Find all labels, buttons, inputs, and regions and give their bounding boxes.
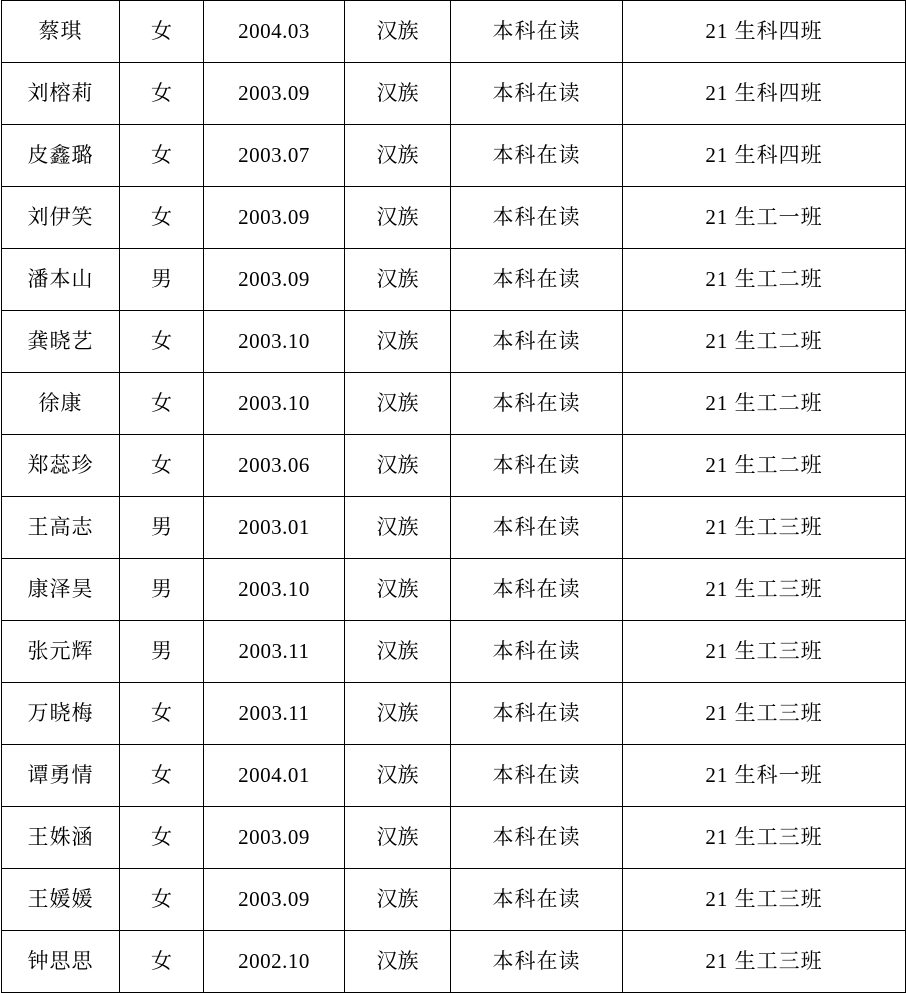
cell-class: 21 生工三班 (623, 621, 906, 683)
cell-education: 本科在读 (451, 683, 623, 745)
cell-education: 本科在读 (451, 187, 623, 249)
table-row (2, 1, 906, 63)
cell-education: 本科在读 (451, 745, 623, 807)
cell-class: 21 生科四班 (623, 125, 906, 187)
cell-birth: 2003.09 (204, 807, 345, 869)
cell-birth: 2003.09 (204, 187, 345, 249)
cell-education: 本科在读 (451, 435, 623, 497)
cell-name: 郑蕊珍 (2, 435, 120, 497)
cell-education: 本科在读 (451, 125, 623, 187)
cell-class: 21 生工三班 (623, 497, 906, 559)
cell-class: 21 生工二班 (623, 249, 906, 311)
cell-name: 刘伊笑 (2, 187, 120, 249)
cell-name: 徐康 (2, 373, 120, 435)
cell-birth: 2003.10 (204, 373, 345, 435)
cell-education: 本科在读 (451, 621, 623, 683)
cell-name: 刘榕莉 (2, 63, 120, 125)
cell-sex: 女 (120, 683, 204, 745)
table-row (2, 621, 906, 683)
cell-sex: 男 (120, 621, 204, 683)
cell-ethnicity: 汉族 (345, 435, 451, 497)
cell-education: 本科在读 (451, 559, 623, 621)
cell-ethnicity: 汉族 (345, 373, 451, 435)
table-row (2, 311, 906, 373)
cell-name: 蔡琪 (2, 1, 120, 63)
table-row (2, 559, 906, 621)
cell-sex: 女 (120, 745, 204, 807)
cell-birth: 2003.10 (204, 559, 345, 621)
table-row (2, 435, 906, 497)
table-row (2, 807, 906, 869)
table-row (2, 63, 906, 125)
cell-birth: 2003.01 (204, 497, 345, 559)
cell-birth: 2003.07 (204, 125, 345, 187)
cell-sex: 女 (120, 807, 204, 869)
cell-sex: 女 (120, 125, 204, 187)
cell-class: 21 生科四班 (623, 1, 906, 63)
table-row (2, 497, 906, 559)
cell-name: 皮鑫璐 (2, 125, 120, 187)
cell-name: 潘本山 (2, 249, 120, 311)
cell-sex: 女 (120, 63, 204, 125)
cell-class: 21 生工三班 (623, 559, 906, 621)
cell-sex: 女 (120, 373, 204, 435)
table-row (2, 187, 906, 249)
cell-name: 康泽昊 (2, 559, 120, 621)
cell-ethnicity: 汉族 (345, 187, 451, 249)
cell-class: 21 生科一班 (623, 745, 906, 807)
cell-birth: 2003.06 (204, 435, 345, 497)
cell-class: 21 生工二班 (623, 311, 906, 373)
cell-ethnicity: 汉族 (345, 249, 451, 311)
table-row (2, 931, 906, 993)
table-row (2, 683, 906, 745)
cell-ethnicity: 汉族 (345, 1, 451, 63)
cell-ethnicity: 汉族 (345, 683, 451, 745)
student-roster-table (1, 0, 906, 993)
cell-ethnicity: 汉族 (345, 497, 451, 559)
cell-sex: 女 (120, 869, 204, 931)
cell-name: 谭勇情 (2, 745, 120, 807)
cell-birth: 2003.09 (204, 63, 345, 125)
cell-education: 本科在读 (451, 869, 623, 931)
cell-ethnicity: 汉族 (345, 559, 451, 621)
cell-ethnicity: 汉族 (345, 931, 451, 993)
cell-name: 王媛媛 (2, 869, 120, 931)
table-row (2, 125, 906, 187)
cell-education: 本科在读 (451, 807, 623, 869)
cell-birth: 2004.01 (204, 745, 345, 807)
cell-name: 钟思思 (2, 931, 120, 993)
table-row (2, 869, 906, 931)
cell-class: 21 生科四班 (623, 63, 906, 125)
cell-birth: 2003.11 (204, 621, 345, 683)
cell-ethnicity: 汉族 (345, 745, 451, 807)
cell-sex: 女 (120, 311, 204, 373)
cell-education: 本科在读 (451, 249, 623, 311)
table-row (2, 249, 906, 311)
cell-birth: 2003.11 (204, 683, 345, 745)
cell-birth: 2003.09 (204, 869, 345, 931)
cell-education: 本科在读 (451, 931, 623, 993)
cell-education: 本科在读 (451, 63, 623, 125)
cell-sex: 男 (120, 497, 204, 559)
cell-birth: 2003.09 (204, 249, 345, 311)
cell-ethnicity: 汉族 (345, 125, 451, 187)
table-body (2, 1, 906, 993)
cell-sex: 女 (120, 931, 204, 993)
cell-birth: 2003.10 (204, 311, 345, 373)
table-row (2, 745, 906, 807)
cell-name: 张元辉 (2, 621, 120, 683)
cell-sex: 男 (120, 559, 204, 621)
cell-name: 王高志 (2, 497, 120, 559)
cell-class: 21 生工一班 (623, 187, 906, 249)
cell-birth: 2004.03 (204, 1, 345, 63)
cell-education: 本科在读 (451, 373, 623, 435)
cell-education: 本科在读 (451, 497, 623, 559)
cell-name: 龚晓艺 (2, 311, 120, 373)
cell-ethnicity: 汉族 (345, 621, 451, 683)
cell-class: 21 生工三班 (623, 869, 906, 931)
cell-ethnicity: 汉族 (345, 869, 451, 931)
cell-education: 本科在读 (451, 1, 623, 63)
cell-sex: 女 (120, 187, 204, 249)
cell-class: 21 生工三班 (623, 807, 906, 869)
cell-ethnicity: 汉族 (345, 311, 451, 373)
cell-sex: 女 (120, 1, 204, 63)
table-row (2, 373, 906, 435)
cell-class: 21 生工二班 (623, 435, 906, 497)
cell-name: 万晓梅 (2, 683, 120, 745)
cell-ethnicity: 汉族 (345, 63, 451, 125)
cell-birth: 2002.10 (204, 931, 345, 993)
cell-class: 21 生工三班 (623, 931, 906, 993)
cell-sex: 男 (120, 249, 204, 311)
cell-name: 王姝涵 (2, 807, 120, 869)
cell-sex: 女 (120, 435, 204, 497)
cell-class: 21 生工三班 (623, 683, 906, 745)
cell-ethnicity: 汉族 (345, 807, 451, 869)
cell-education: 本科在读 (451, 311, 623, 373)
cell-class: 21 生工二班 (623, 373, 906, 435)
